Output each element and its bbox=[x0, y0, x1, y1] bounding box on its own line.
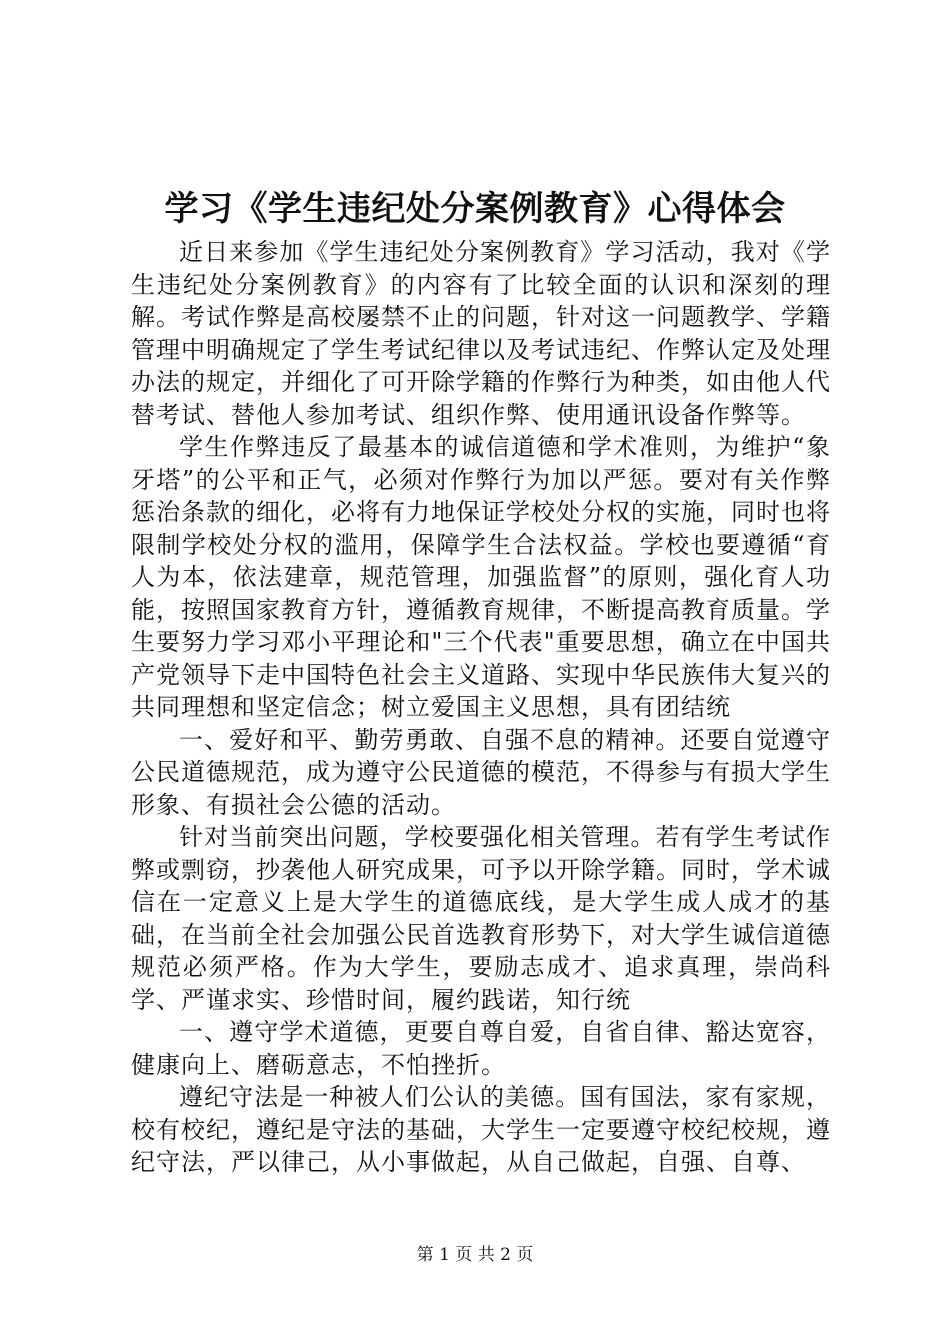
paragraph-2: 学生作弊违反了最基本的诚信道德和学术准则，为维护“象牙塔”的公平和正气，必须对作弊行为加以严惩。要对有关作弊惩治条款的细化，必将有力地保证学校处分权的实施，同时也将限制学校处分权的滥用，保障学生合法权益。学校也要遵循“育人为本，依法建章，规范管理，加强监督”的原则，强化育人功能，按照国家教育方针，遵循教育规律，不断提高教育质量。学生要努力学习邓小平理论和"三个代表"重要思想，确立在中国共产党领导下走中国特色社会主义道路、实现中华民族伟大复兴的共同理想和坚定信念；树立爱国主义思想，具有团结统 bbox=[131, 433, 831, 721]
paragraph-3: 一、爱好和平、勤劳勇敢、自强不息的精神。还要自觉遵守公民道德规范，成为遵守公民道德的模范，不得参与有损大学生形象、有损社会公德的活动。 bbox=[131, 725, 831, 819]
document-title: 学习《学生违纪处分案例教育》心得体会 bbox=[164, 189, 786, 229]
document-body bbox=[131, 236, 831, 1179]
page-number-footer: 第 1 页 共 2 页 bbox=[416, 1245, 534, 1265]
paragraph-4: 针对当前突出问题，学校要强化相关管理。若有学生考试作弊或剽窃，抄袭他人研究成果，可予以开除学籍。同时，学术诚信在一定意义上是大学生的道德底线，是大学生成人成才的基础，在当前全社会加强公民首选教育形势下，对大学生诚信道德规范必须严格。作为大学生，要励志成才、追求真理，崇尚科学、严谨求实、珍惜时间，履约践诺，知行统 bbox=[131, 823, 831, 1014]
paragraph-6: 遵纪守法是一种被人们公认的美德。国有国法，家有家规，校有校纪，遵纪是守法的基础，大学生一定要遵守校纪校规，遵纪守法，严以律己，从小事做起，从自己做起，自强、自尊、 bbox=[131, 1083, 831, 1176]
paragraph-1: 近日来参加《学生违纪处分案例教育》学习活动，我对《学生违纪处分案例教育》的内容有了比较全面的认识和深刻的理解。考试作弊是高校屡禁不止的问题，针对这一问题教学、学籍管理中明确规定了学生考试纪律以及考试违纪、作弊认定及处理办法的规定，并细化了可开除学籍的作弊行为种类，如由他人代替考试、替他人参加考试、组织作弊、使用通讯设备作弊等。 bbox=[131, 238, 831, 429]
paragraph-5: 一、遵守学术道德，更要自尊自爱，自省自律、豁达宽容，健康向上、磨砺意志，不怕挫折。 bbox=[131, 1018, 831, 1079]
